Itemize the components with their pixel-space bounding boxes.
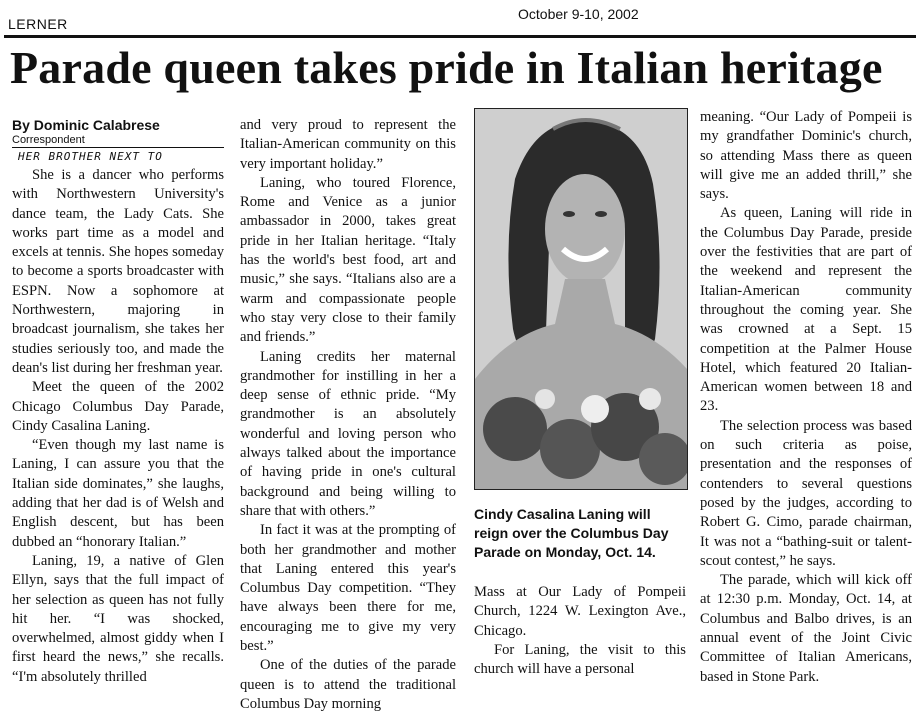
paragraph: She is a dancer who performs with Northwestern University's dance team, the Lady Cats. She works part time as a model and excels at tennis. She hopes someday to become a sports broadcaster with ESPN. Now a sophomore at Northwestern, majoring in broadcast journalism, she takes her studies seriously too, and made the dean's list during her freshman year. <box>12 167 224 376</box>
paragraph: Laning credits her maternal grandmother for instilling in her a deep sense of ethnic pride. “My grandmother is an absolutely wonderful and loving person who always talked about the importance of having pride in one's cultural background and being willing to share that with others.” <box>240 348 456 519</box>
portrait-illustration <box>475 109 687 489</box>
handwritten-note: HER BROTHER NEXT TO <box>18 150 163 163</box>
paragraph: In fact it was at the prompting of both her grandmother and mother that Laning entered this year's Columbus Day competition. “They have always been there for me, encouraging me to give my very best.” <box>240 522 456 655</box>
article-column-1 <box>12 116 224 687</box>
paragraph: and very proud to represent the Italian-American community on this very important holiday.” <box>240 117 456 172</box>
byline-author: By Dominic Calabrese <box>12 117 160 133</box>
masthead-rule <box>4 35 916 38</box>
publication-name: LERNER <box>8 16 68 32</box>
portrait-photo <box>474 108 688 490</box>
paragraph: Meet the queen of the 2002 Chicago Columbus Day Parade, Cindy Casalina Laning. <box>12 379 224 434</box>
article-column-4 <box>700 108 912 687</box>
paragraph: “Even though my last name is Laning, I can assure you that the Italian side dominates,” she laughs, adding that her dad is of Welsh and English descent, but has been dubbed an “honorary Italian.” <box>12 437 224 550</box>
paragraph: As queen, Laning will ride in the Columbus Day Parade, preside over the festivities that are part of the weekend and represent the Italian-American community throughout the coming year. She was crowned at a Sept. 15 competition at the Palmer House Hotel, which featured 20 Italian-American women between 18 and 23. <box>700 205 912 415</box>
issue-date: October 9-10, 2002 <box>518 6 639 22</box>
paragraph: One of the duties of the parade queen is to attend the traditional Columbus Day morning <box>240 657 456 712</box>
paragraph: Mass at Our Lady of Pompeii Church, 1224 W. Lexington Ave., Chicago. <box>474 584 686 639</box>
article-column-2 <box>240 116 456 714</box>
byline-role: Correspondent <box>12 134 224 148</box>
paragraph: The selection process was based on such criteria as poise, presentation and the responses of contenders to several questions posed by the judges, according to Robert G. Cimo, parade chairman, It was not a “bathing-suit or talent-scout contest,” he says. <box>700 417 912 569</box>
paragraph: meaning. “Our Lady of Pompeii is my grandfather Dominic's church, so attending Mass there as queen will give me an added thrill,” she says. <box>700 109 912 203</box>
photo-caption: Cindy Casalina Laning will reign over the Columbus Day Parade on Monday, Oct. 14. <box>474 506 669 560</box>
headline: Parade queen takes pride in Italian heritage <box>10 42 883 93</box>
masthead <box>6 4 912 30</box>
paragraph: For Laning, the visit to this church will have a personal <box>474 641 686 678</box>
paragraph: The parade, which will kick off at 12:30 p.m. Monday, Oct. 14, at Columbus and Balbo drives, is an annual event of the Joint Civic Committee of Italian Americans, based in Stone Park. <box>700 572 912 685</box>
paragraph: Laning, who toured Florence, Rome and Venice as a junior ambassador in 2000, takes great pride in her Italian heritage. “Italy has the world's best food, art and music,” she says. “Italians also are a warm and compassionate people who stay very close to their family and friends.” <box>240 174 456 346</box>
article-column-3 <box>474 583 686 679</box>
paragraph: Laning, 19, a native of Glen Ellyn, says that the full impact of her selection as queen has not fully hit her. “I was shocked, overwhelmed, almost giddy when I first heard the news,” she recalls. “I'm absolutely thrilled <box>12 552 224 685</box>
